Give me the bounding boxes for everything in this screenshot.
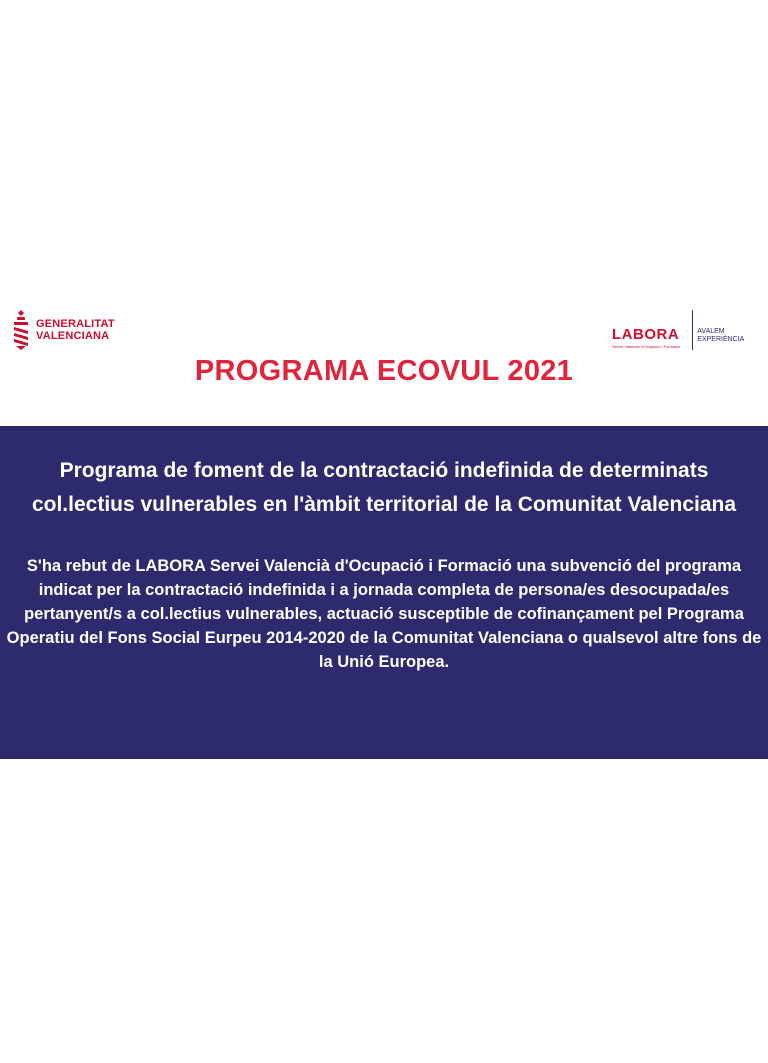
labora-logo [612,310,744,350]
generalitat-emblem-icon [12,309,30,351]
panel-heading: Programa de foment de la contractació indefinida de determinats col.lectius vulnerables en l'àmbit territorial de la Comunitat Valenciana [31,459,737,516]
labora-tag-line2: EXPERIÈNCIA [697,336,745,343]
labora-wordmark: LABORA [612,326,680,343]
gv-logo-line2: VALENCIANA [36,330,110,342]
generalitat-valenciana-logo [12,309,115,351]
labora-divider [692,310,693,350]
info-panel [0,426,768,759]
program-title: PROGRAMA ECOVUL 2021 [194,355,574,387]
labora-subtitle: Servei Valencià d'Ocupació i Formació [612,344,681,349]
panel-body-text: S'ha rebut de LABORA Servei Valencià d'Ocupació i Formació una subvenció del programa indicat per la contractació indefinida i a jornada completa de persona/es desocupada/es pertanyent/s a col.lectius vulnerables, actuació susceptible de cofinançament pel Programa Operatiu del Fons Social Eurpeu 2014-2020 de la Comunitat Valenciana o qualsevol altre fons de la Unió Europea. [6,557,762,671]
labora-tag-line1: AVALEM [697,328,725,335]
gv-logo-line1: GENERALITAT [36,318,115,330]
